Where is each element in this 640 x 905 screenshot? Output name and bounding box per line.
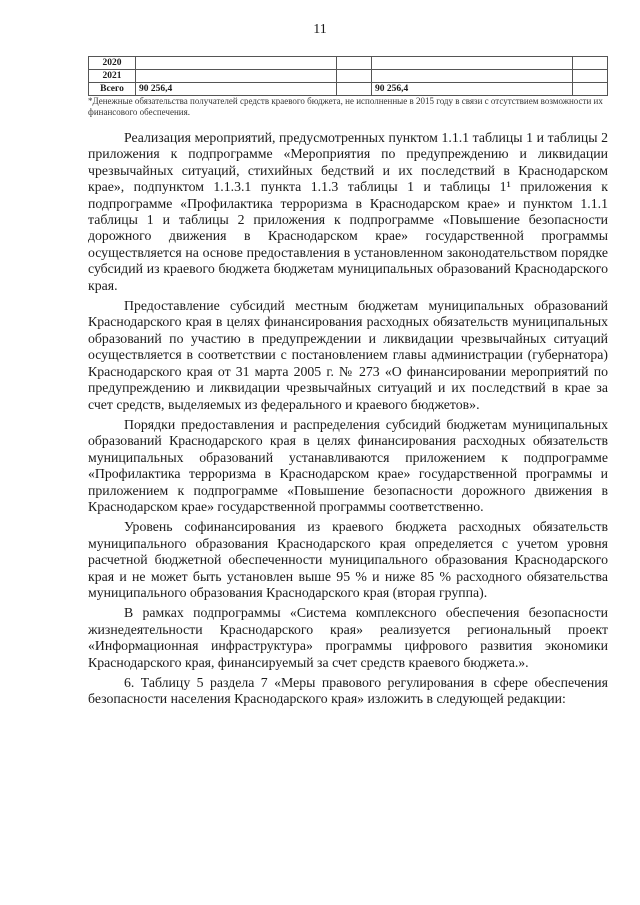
table-row-total: [89, 83, 608, 96]
paragraph: В рамках подпрограммы «Система комплексного обеспечения безопасности жизнедеятельности Краснодарского края» реализуется региональный проект «Информационная инфраструктура» программы цифрового развития экономики Краснодарского края, финансируемый за счет средств краевого бюджета.».: [88, 605, 608, 670]
table-footnote: *Денежные обязательства получателей средств краевого бюджета, не исполненные в 2015 году в связи с отсутствием возможности их финансового обеспечения.: [88, 96, 603, 117]
paragraph: Предоставление субсидий местным бюджетам муниципальных образований Краснодарского края в целях финансирования расходных обязательств муниципальных образований по участию в предупреждении и ликвидации чрезвычайных ситуаций осуществляется в соответствии с постановлением главы администрации (губернатора) Краснодарского края от 31 марта 2005 г. № 273 «О финансировании мероприятий по предупреждению и ликвидации чрезвычайных ситуаций и их последствий в крае за счет средств, выделяемых из федерального и краевого бюджетов».: [88, 298, 608, 412]
paragraph: Уровень софинансирования из краевого бюджета расходных обязательств муниципального образования Краснодарского края определяется с учетом уровня расчетной бюджетной обеспеченности муниципального образования Краснодарского края и не может быть установлен выше 95 % и ниже 85 % расходного обязательства муниципального образования Краснодарского края (вторая группа).: [88, 519, 608, 600]
table-row: [89, 57, 608, 70]
paragraph: Порядки предоставления и распределения субсидий бюджетам муниципальных образований Краснодарского края в целях финансирования расходных обязательств муниципальных образований устанавливаются приложением к подпрограмме «Профилактика терроризма в Краснодарском крае» государственной программы и приложением к подпрограмме «Повышение безопасности дорожного движения в Краснодарском крае» государственной программы соответственно.: [88, 416, 608, 514]
page-number: 11: [313, 22, 327, 37]
table-cell: [337, 70, 372, 83]
table-cell: [573, 70, 608, 83]
budget-table: [88, 56, 608, 96]
table-cell: 90 256,4: [371, 83, 572, 96]
table-cell: [136, 70, 337, 83]
table-cell: [136, 57, 337, 70]
table-cell: 90 256,4: [136, 83, 337, 96]
table-cell: [371, 70, 572, 83]
table-cell: [337, 57, 372, 70]
paragraph: Реализация мероприятий, предусмотренных пунктом 1.1.1 таблицы 1 и таблицы 2 приложения к подпрограмме «Мероприятия по предупреждению и ликвидации чрезвычайных ситуаций, стихийных бедствий и их последствий в Краснодарском крае», подпунктом 1.1.3.1 пункта 1.1.3 таблицы 1 и таблицы 1¹ приложения к подпрограмме «Профилактика терроризма в Краснодарском крае» и пунктом 1.1.1 таблицы 1 и таблицы 2 приложения к подпрограмме «Повышение безопасности дорожного движения в Краснодарском крае» государственной программы осуществляется на основе предоставления в установленном законодательством порядке субсидий из краевого бюджета бюджетам муниципальных образований Краснодарского края.: [88, 130, 608, 293]
table-row: [89, 70, 608, 83]
table-cell-year: 2020: [89, 57, 136, 70]
table-cell: [371, 57, 572, 70]
table-cell-year: Всего: [89, 83, 136, 96]
table-cell: [337, 83, 372, 96]
table-cell-year: 2021: [89, 70, 136, 83]
paragraph: 6. Таблицу 5 раздела 7 «Меры правового регулирования в сфере обеспечения безопасности населения Краснодарского края» изложить в следующей редакции:: [88, 675, 608, 707]
document-body: [88, 130, 608, 712]
table-cell: [573, 83, 608, 96]
table-cell: [573, 57, 608, 70]
